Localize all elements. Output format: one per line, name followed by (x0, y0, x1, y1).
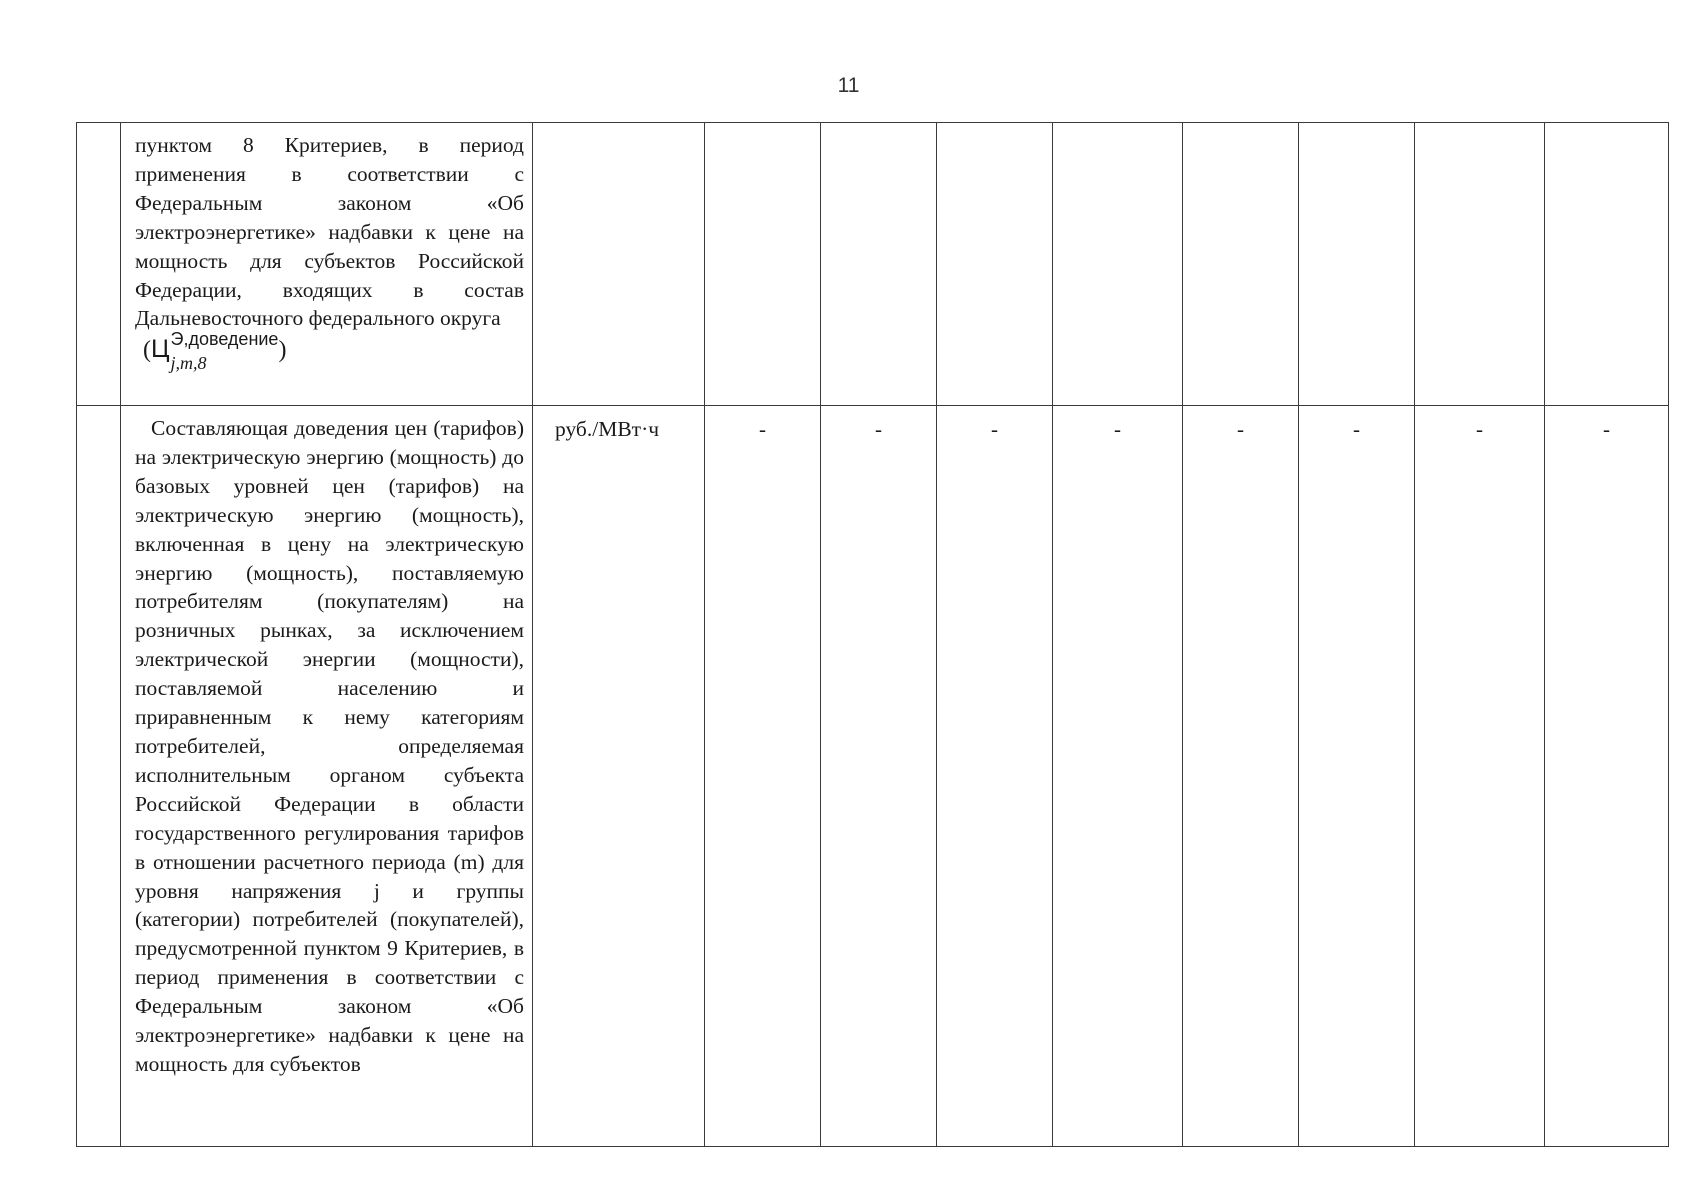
value-cell (1183, 123, 1299, 406)
value-cell: - (1415, 406, 1545, 1147)
value-cell: - (1053, 406, 1183, 1147)
description-cell (121, 406, 533, 1147)
tariff-table (76, 122, 1669, 1147)
value-cell: - (1299, 406, 1415, 1147)
value-cell (705, 123, 821, 406)
unit-cell (533, 123, 705, 406)
value-cell (1299, 123, 1415, 406)
value-cell (1053, 123, 1183, 406)
description-cell (121, 123, 533, 406)
unit-cell: руб./МВт·ч (533, 406, 705, 1147)
value-cell: - (937, 406, 1053, 1147)
formula-open-paren: ( (143, 337, 151, 364)
page-number: 11 (837, 74, 860, 97)
value-cell (937, 123, 1053, 406)
value-cell: - (705, 406, 821, 1147)
formula-superscript: Э,доведение (170, 328, 279, 349)
formula-symbol: Ц (151, 335, 170, 364)
formula-subscript: j,m,8 (170, 352, 207, 373)
value-cell (1415, 123, 1545, 406)
row-number-cell (77, 123, 121, 406)
row-description: пунктом 8 Критериев, в период применения в соответствии с Федеральным законом «Об электроэнергетике» надбавки к цене на мощность для субъектов Российской Федерации, входящих в состав Дальневосточного федерального округа (135, 133, 524, 331)
table-row (77, 406, 1669, 1147)
row-number-cell (77, 406, 121, 1147)
value-cell: - (821, 406, 937, 1147)
formula-scripts (170, 328, 279, 373)
value-cell: - (1183, 406, 1299, 1147)
value-cell: - (1545, 406, 1669, 1147)
table-row (77, 123, 1669, 406)
formula (135, 328, 524, 373)
formula-close-paren: ) (278, 337, 287, 364)
row-description: Составляющая доведения цен (тарифов) на электрическую энергию (мощность) до базовых уровней цен (тарифов) на электрическую энергию (мощность), включенная в цену на электрическую энергию (мощность), поставляемую потребителям (покупателям) на розничных рынках, за исключением электрической энергии (мощности), поставляемой населению и приравненным к нему категориям потребителей, определяемая исполнительным органом субъекта Российской Федерации в области государственного регулирования тарифов в отношении расчетного периода (m) для уровня напряжения j и группы (категории) потребителей (покупателей), предусмотренной пунктом 9 Критериев, в период применения в соответствии с Федеральным законом «Об электроэнергетике» надбавки к цене на мощность для субъектов (135, 416, 524, 1076)
value-cell (821, 123, 937, 406)
value-cell (1545, 123, 1669, 406)
